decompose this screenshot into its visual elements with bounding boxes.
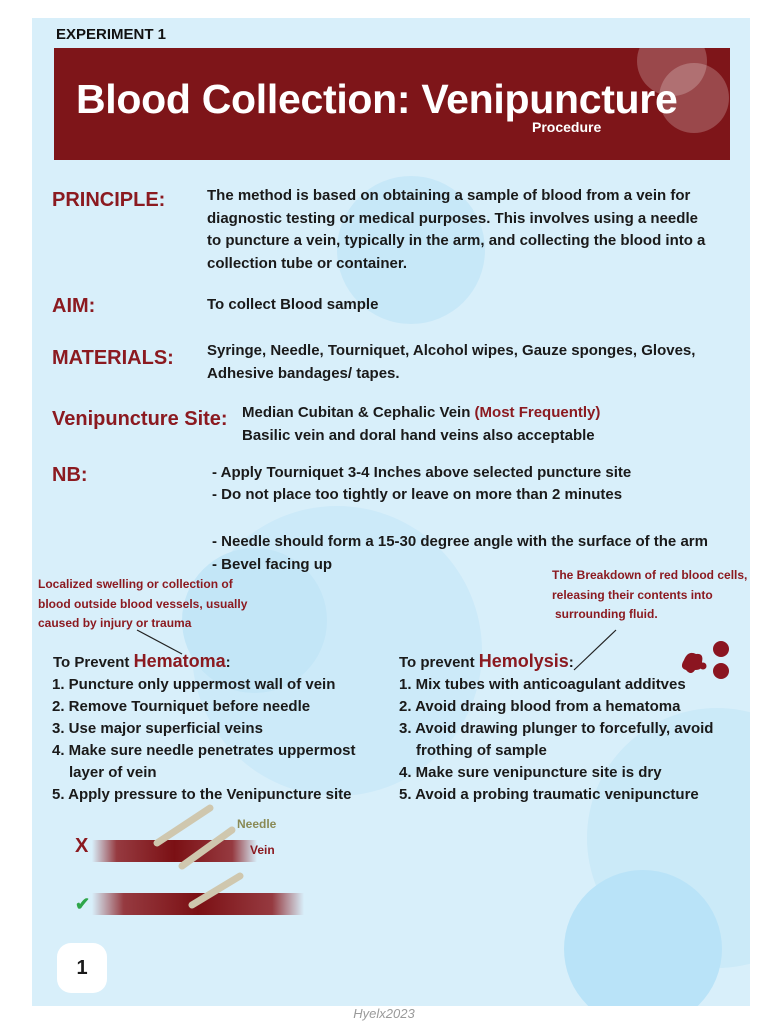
hematoma-list (52, 674, 382, 806)
hemolysis-pointer (574, 630, 616, 670)
page (32, 18, 750, 1006)
list-item: 4. Make sure needle penetrates uppermost layer of vein (52, 742, 356, 781)
definition-line: blood outside blood vessels, usually (38, 596, 248, 611)
nb-item: - Bevel facing up (212, 556, 333, 573)
nb-item: - Apply Tourniquet 3-4 Inches above selected puncture site (212, 464, 632, 481)
list-item: 5. Avoid a probing traumatic venipuncture (399, 786, 699, 803)
needle-label: Needle (237, 817, 277, 831)
list-item: 4. Make sure venipuncture site is dry (399, 764, 662, 781)
nb-item: - Needle should form a 15-30 degree angle with the surface of the arm (212, 533, 708, 550)
definition-line: caused by injury or trauma (38, 616, 192, 630)
site-label: Venipuncture Site: (52, 408, 228, 430)
definition-line: Localized swelling or collection of (38, 577, 233, 591)
materials-line: Syringe, Needle, Tourniquet, Alcohol wipes, Gauze sponges, Gloves, (207, 342, 696, 359)
heading-suffix: : (225, 654, 231, 671)
list-item: 1. Mix tubes with anticoagulant additves (399, 676, 686, 693)
hemolysis-list (399, 674, 744, 806)
principle-label: PRINCIPLE: (52, 189, 166, 211)
list-item: 3. Use major superficial veins (52, 720, 263, 737)
site-highlight: (Most Frequently) (474, 404, 601, 421)
materials-line: Adhesive bandages/ tapes. (207, 364, 400, 382)
list-item: 3. Avoid drawing plunger to forcefully, avoid frothing of sample (399, 720, 714, 759)
definition-line: releasing their contents into (552, 587, 713, 602)
principle-line: to puncture a vein, typically in the arm, and collecting the blood into a (207, 232, 706, 249)
heading-prefix: To Prevent (53, 654, 130, 671)
nb-label: NB: (52, 464, 88, 486)
heading-term: Hematoma (133, 651, 226, 671)
list-item: 5. Apply pressure to the Venipuncture site (52, 786, 352, 803)
hematoma-heading (53, 651, 231, 672)
vein-wrong (92, 840, 257, 862)
needle-vein-diagram (62, 798, 322, 923)
principle-line: collection tube or container. (207, 254, 408, 272)
experiment-label: EXPERIMENT 1 (56, 26, 167, 43)
definition-line: The Breakdown of red blood cells, (552, 568, 748, 582)
list-item: 2. Remove Tourniquet before needle (52, 698, 311, 715)
list-item: 2. Avoid draing blood from a hematoma (399, 698, 681, 715)
page-subtitle: Procedure (532, 119, 602, 135)
heading-term: Hemolysis (478, 651, 569, 671)
hemolysis-heading (399, 651, 574, 672)
wrong-mark: X (75, 835, 89, 857)
heading-suffix: : (568, 654, 574, 671)
vein-label: Vein (250, 843, 275, 857)
definition-line: surrounding fluid. (555, 607, 658, 621)
list-item: 1. Puncture only uppermost wall of vein (52, 676, 336, 693)
site-primary: Median Cubitan & Cephalic Vein (242, 404, 471, 421)
aim-text: To collect Blood sample (207, 296, 379, 313)
correct-check-icon: ✔ (75, 894, 91, 914)
principle-line: The method is based on obtaining a sample of blood from a vein for (207, 187, 691, 204)
aim-label: AIM: (52, 295, 96, 317)
principle-line: diagnostic testing or medical purposes. This involves using a needle (207, 209, 698, 227)
page-title: Blood Collection: Venipuncture (76, 76, 678, 122)
page-number: 1 (57, 943, 107, 993)
materials-label: MATERIALS: (52, 347, 174, 369)
heading-prefix: To prevent (399, 654, 475, 671)
site-line-2: Basilic vein and doral hand veins also acceptable (242, 426, 595, 444)
nb-item: - Do not place too tightly or leave on more than 2 minutes (212, 486, 623, 503)
footer-credit: Hyelx2023 (353, 1006, 415, 1021)
needle-wrong-upper (157, 808, 210, 843)
